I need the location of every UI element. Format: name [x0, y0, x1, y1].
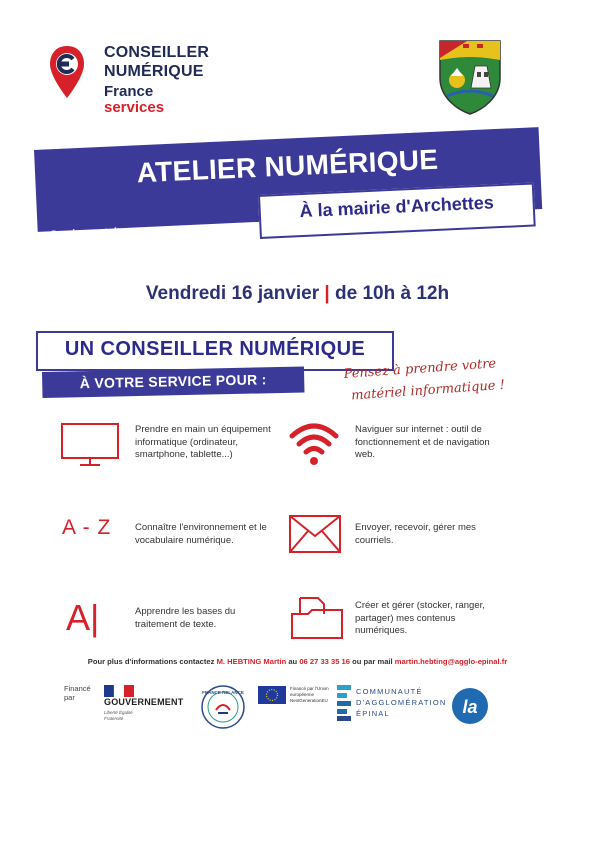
note-line-2: matériel informatique !	[350, 377, 506, 404]
text-cursor-icon: A|	[66, 597, 100, 638]
schedule-line	[0, 283, 595, 305]
gouvernement-motto: Liberté Égalité Fraternité	[104, 710, 133, 721]
contact-mid2: ou par mail	[352, 657, 393, 666]
brand-line-1: CONSEILLER	[104, 44, 210, 61]
conseiller-numerique-pin-logo	[48, 44, 86, 100]
note-line-1: Pensez à prendre votre	[343, 356, 497, 382]
contact-line	[0, 657, 595, 666]
section-heading-box	[36, 331, 394, 371]
france-relance-text: FRANCE RELANCE	[202, 690, 244, 695]
la-logo-text: la	[462, 697, 478, 717]
gouvernement-label: GOUVERNEMENT	[104, 697, 184, 707]
brand-france: France	[104, 83, 154, 100]
contact-phone[interactable]: 06 27 33 35 16	[299, 657, 351, 666]
mail-icon	[288, 514, 342, 554]
folder-icon	[290, 594, 344, 640]
section-subtitle: À VOTRE SERVICE POUR :	[79, 371, 267, 392]
schedule-separator: |	[324, 283, 330, 304]
la-logo-icon	[450, 686, 490, 726]
brand-line-2: NUMÉRIQUE	[104, 63, 204, 80]
brand-services: services	[104, 99, 165, 116]
service-text-2: Naviguer sur internet : outil de fonctionnement et de navigation web.	[355, 424, 490, 460]
agglomeration-line-3: ÉPINAL	[356, 709, 390, 718]
banner-title: ATELIER NUMÉRIQUE	[136, 143, 439, 189]
marianne-flag-icon	[104, 685, 134, 697]
eu-flag-icon	[258, 686, 286, 704]
service-text-3: Connaître l'environnement et le vocabulaire numérique.	[135, 522, 267, 546]
service-text-5: Apprendre les bases du traitement de texte.	[135, 606, 236, 630]
agglomeration-logo-icon	[337, 685, 351, 721]
eu-funding-text: Financé par l'Union européenne NextGenerationEU	[290, 686, 329, 703]
section-subtitle-banner	[42, 367, 304, 398]
archettes-crest-icon	[437, 38, 503, 116]
monitor-icon	[60, 422, 120, 468]
service-text-6: Créer et gérer (stocker, ranger, partager) mes contenus numériques.	[355, 600, 485, 636]
section-title: UN CONSEILLER NUMÉRIQUE	[64, 338, 366, 360]
contact-mid1: au	[288, 657, 298, 666]
finance-par-label: Financé par	[64, 684, 91, 702]
agglomeration-line-1: COMMUNAUTÉ	[356, 687, 423, 696]
a-z-icon: A - Z	[62, 516, 112, 539]
schedule-hours: de 10h à 12h	[335, 283, 450, 304]
service-text-1: Prendre en main un équipement informatique (ordinateur, smartphone, tablette...)	[135, 424, 271, 460]
contact-prefix: Pour plus d'informations contactez	[87, 657, 215, 666]
contact-name: M. HEBTING Martin	[216, 657, 287, 666]
wifi-icon	[288, 418, 340, 468]
schedule-day: Vendredi 16 janvier	[145, 283, 320, 304]
service-text-4: Envoyer, recevoir, gérer mes courriels.	[355, 522, 476, 546]
service-gratuit-label: Service gratuit	[49, 226, 120, 241]
location-text: À la mairie d'Archettes	[299, 192, 495, 222]
contact-email[interactable]: martin.hebting@agglo-epinal.fr	[394, 657, 508, 666]
agglomeration-line-2: D'AGGLOMÉRATION	[356, 698, 447, 707]
france-relance-logo	[200, 684, 246, 730]
